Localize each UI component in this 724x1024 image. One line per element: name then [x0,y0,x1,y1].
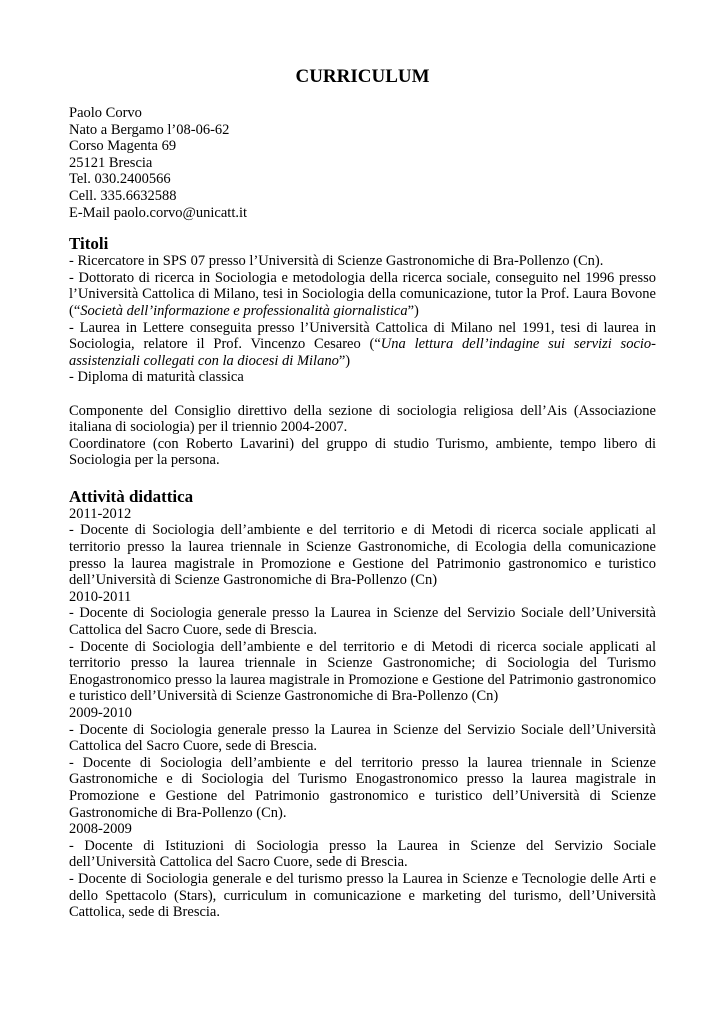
didattica-item: - Docente di Sociologia dell’ambiente e del territorio e di Metodi di ricerca sociale applicati al territorio presso la laurea triennale in Scienze Gastronomiche; di Sociologia del Turismo Enogastronomico presso la laurea magistrale in Promozione e Gestione del Patrimonio gastronomico e turistico dell’Università di Scienze Gastronomiche di Bra-Pollenzo (Cn) [69,638,656,705]
titoli-item-text: ”) [338,352,351,369]
contact-mobile: Cell. 335.6632588 [69,187,177,204]
contact-birth: Nato a Bergamo l’08-06-62 [69,121,230,138]
paragraph: Componente del Consiglio direttivo della sezione di sociologia religiosa dell’Ais (Associazione italiana di sociologia) per il triennio 2004-2007. [69,402,656,436]
contact-block [69,105,656,221]
thesis-title: Una lettura dell’indagine sui servizi socio-assistenziali collegati con la diocesi di Milano [69,336,656,369]
titoli-item [69,320,656,370]
titoli-item: - Diploma di maturità classica [69,369,244,386]
didattica-item: - Docente di Istituzioni di Sociologia presso la Laurea in Scienze del Servizio Sociale dell’Università Cattolica del Sacro Cuore, sede di Brescia. [69,837,656,871]
contact-name: Paolo Corvo [69,105,142,121]
didattica-item: - Docente di Sociologia generale presso la Laurea in Scienze del Servizio Sociale dell’Università Cattolica del Sacro Cuore, sede di Brescia. [69,721,656,755]
titoli-item: - Ricercatore in SPS 07 presso l’Università di Scienze Gastronomiche di Bra-Pollenzo (Cn). [69,253,604,270]
titoli-section [69,253,656,469]
contact-city: 25121 Brescia [69,154,153,171]
didattica-item: - Docente di Sociologia generale presso la Laurea in Scienze del Servizio Sociale dell’Università Cattolica del Sacro Cuore, sede di Brescia. [69,605,656,639]
section-heading-titoli: Titoli [69,234,109,254]
titoli-item-text: ”) [407,302,419,319]
academic-year: 2009-2010 [69,705,132,721]
academic-year: 2010-2011 [69,588,132,605]
contact-phone: Tel. 030.2400566 [69,171,171,188]
titoli-item-text: - Laurea in Lettere conseguita presso l’Università Cattolica di Milano nel 1991, tesi di laurea in Sociologia, relatore il Prof. Vincenzo Cesareo (“ [69,319,656,353]
paragraph: Coordinatore (con Roberto Lavarini) del gruppo di studio Turismo, ambiente, tempo libero di Sociologia per la persona. [69,435,656,469]
page-title: CURRICULUM [295,66,430,87]
titoli-item [69,270,656,320]
academic-year: 2008-2009 [69,821,132,838]
didattica-item: - Docente di Sociologia dell’ambiente e del territorio e di Metodi di ricerca sociale applicati al territorio presso la laurea triennale in Scienze Gastronomiche, di Ecologia della comunicazione presso la laurea magistrale in Promozione e Gestione del Patrimonio gastronomico e turistico dell’Università di Scienze Gastronomiche di Bra-Pollenzo (Cn) [69,522,656,589]
didattica-section [69,506,656,921]
didattica-item: - Docente di Sociologia generale e del turismo presso la Laurea in Scienze e Tecnologie delle Arti e dello Spettacolo (Stars), curriculum in comunicazione e marketing del turismo, dell’Università Cattolica, sede di Brescia. [69,870,656,921]
section-heading-didattica: Attività didattica [69,486,194,506]
contact-street: Corso Magenta 69 [69,138,177,155]
contact-email: E-Mail paolo.corvo@unicatt.it [69,204,248,221]
academic-year: 2011-2012 [69,505,132,522]
didattica-item: - Docente di Sociologia dell’ambiente e del territorio presso la laurea triennale in Scienze Gastronomiche e di Sociologia del Turismo Enogastronomico presso la laurea magistrale in Promozione e Gestione del Patrimonio gastronomico e turistico dell’Università di Scienze Gastronomiche di Bra-Pollenzo (Cn). [69,754,656,821]
thesis-title: Società dell’informazione e professionalità giornalistica [80,302,408,319]
titoli-item-text: - Dottorato di ricerca in Sociologia e metodologia della ricerca sociale, conseguito nel 1996 presso l’Università Cattolica di Milano, tesi in Sociologia della comunicazione, tutor la Prof. Laura Bovone (“ [69,269,656,319]
